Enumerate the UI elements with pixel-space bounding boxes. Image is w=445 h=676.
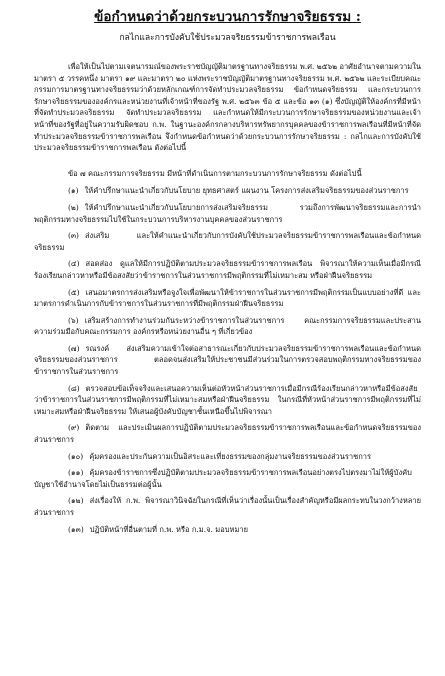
list-item-number: (๓): [68, 231, 79, 241]
list-item: [34, 451, 421, 463]
list-item-text: รณรงค์ ส่งเสริมความเข้าใจต่อสาธารณะเกี่ยวกับประมวลจริยธรรมข้าราชการพลเรือนและข้อกำหนดจริยธรรมของส่วนราชการ ตลอดจนส่งเสริมให้ประชาชนมีส่วนร่วมในการตรวจสอบพฤติกรรมทางจริยธรรมของข้าราชการในส่วนราชการ: [34, 343, 421, 377]
list-item: [34, 343, 421, 378]
list-item: [34, 524, 421, 536]
duties-list: [34, 185, 421, 535]
list-item-text: ตรวจสอบข้อเท็จจริงและเสนอความเห็นต่อหัวหน้าส่วนราชการเมื่อมีกรณีร้องเรียนกล่าวหาหรือมีข้อสงสัยว่าข้าราชการในส่วนราชการมีพฤติกรรมที่ไม่เหมาะสมหรือฝ่าฝืนจริยธรรม ในกรณีที่หัวหน้าส่วนราชการมีพฤติกรรมที่ไม่เหมาะสมหรือฝ่าฝืนจริยธรรม ให้เสนอผู้บังคับบัญชาชั้นเหนือขึ้นไปพิจารณา: [34, 383, 421, 416]
list-item-number: (๕): [68, 287, 80, 297]
preamble-paragraph: เพื่อให้เป็นไปตามเจตนารมณ์ของพระราชบัญญัติมาตรฐานทางจริยธรรม พ.ศ. ๒๕๖๒ อาศัยอำนาจตามความในมาตรา ๕ วรรคหนึ่ง มาตรา ๑๙ และมาตรา ๒๐ แห่งพระราชบัญญัติมาตรฐานทางจริยธรรม พ.ศ. ๒๕๖๒ และระเบียบคณะกรรมการมาตรฐานทางจริยธรรมว่าด้วยหลักเกณฑ์การจัดทำประมวลจริยธรรม ข้อกำหนดจริยธรรม และกระบวนการรักษาจริยธรรมขององค์กรและหน่วยงานที่เจ้าหน้าที่ของรัฐ พ.ศ. ๒๕๖๓ ข้อ ๕ และข้อ ๑๓ (๑) ซึ่งบัญญัติให้องค์กรที่มีหน้าที่จัดทำประมวลจริยธรรม จัดทำประมวลจริยธรรม และกำหนดให้มีกระบวนการรักษาจริยธรรมของหน่วยงานและเจ้าหน้าที่ของรัฐที่อยู่ในความรับผิดชอบ ก.พ. ในฐานะองค์กรกลางบริหารทรัพยากรบุคคลของข้าราชการพลเรือนที่มีหน้าที่จัดทำประมวลจริยธรรมข้าราชการพลเรือน จึงกำหนดข้อกำหนดว่าด้วยกระบวนการรักษาจริยธรรม : กลไกและการบังคับใช้ประมวลจริยธรรมข้าราชการพลเรือน ดังต่อไปนี้: [34, 62, 421, 153]
list-item-number: (๑๓): [68, 524, 84, 534]
list-item-number: (๑๑): [68, 468, 84, 478]
list-item: [34, 383, 421, 418]
list-item-text: คุ้มครองและประกันความเป็นอิสระและเที่ยงธรรมของกลุ่มงานจริยธรรมของส่วนราชการ: [89, 451, 371, 461]
list-item-text: ติดตาม และประเมินผลการปฏิบัติตามประมวลจริยธรรมข้าราชการพลเรือนและข้อกำหนดจริยธรรมของส่วนราชการ: [34, 423, 421, 445]
list-item: [34, 467, 421, 490]
list-item-number: (๑๒): [68, 496, 84, 506]
list-item-text: เสนอมาตรการส่งเสริมหรือจูงใจเพื่อพัฒนาให้ข้าราชการในส่วนราชการมีพฤติกรรมเป็นแบบอย่างที่ดี และมาตรการดำเนินการกับข้าราชการในส่วนราชการที่มีพฤติกรรมฝ่าฝืนจริยธรรม: [34, 287, 421, 309]
list-item: [34, 422, 421, 445]
document-subtitle: กลไกและการบังคับใช้ประมวลจริยธรรมข้าราชการพลเรือน: [119, 33, 336, 43]
list-item-text: คุ้มครองข้าราชการซึ่งปฏิบัติตามประมวลจริยธรรมข้าราชการพลเรือนอย่างตรงไปตรงมาไม่ให้ผู้บังคับบัญชาใช้อำนาจโดยไม่เป็นธรรมต่อผู้นั้น: [34, 468, 412, 489]
list-item-text: ส่งเรื่องให้ ก.พ. พิจารณาวินิจฉัยในกรณีที่เห็นว่าเรื่องนั้นเป็นเรื่องสำคัญหรือมีผลกระทบในวงกว้างหลายส่วนราชการ: [34, 496, 421, 517]
list-item-text: ให้คำปรึกษาแนะนำเกี่ยวกับนโยบายการส่งเสริมจริยธรรม รวมถึงการพัฒนาจริยธรรมและการนำพฤติกรรมทางจริยธรรมไปใช้ในกระบวนการบริหารงานบุคคลของส่วนราชการ: [34, 202, 421, 224]
list-item: [34, 315, 421, 338]
list-item: [34, 287, 421, 310]
list-item-text: ให้คำปรึกษาแนะนำเกี่ยวกับนโยบาย ยุทธศาสตร์ แผนงาน โครงการส่งเสริมจริยธรรมของส่วนราชการ: [84, 186, 409, 196]
list-item-number: (๑๐): [68, 451, 84, 461]
list-item-number: (๙): [68, 423, 80, 433]
section-lead-paragraph: ข้อ ๗ คณะกรรมการจริยธรรม มีหน้าที่ดำเนินการตามกระบวนการรักษาจริยธรรม ดังต่อไปนี้: [68, 168, 362, 178]
list-item-number: (๖): [68, 315, 79, 325]
list-item-text: สอดส่อง ดูแลให้มีการปฏิบัติตามประมวลจริยธรรมข้าราชการพลเรือน พิจารณาให้ความเห็นเมื่อมีกรณีร้องเรียนกล่าวหาหรือมีข้อสงสัยว่าข้าราชการในส่วนราชการมีพฤติกรรมที่ไม่เหมาะสม หรือฝ่าฝืนจริยธรรม: [34, 259, 421, 280]
list-item: [34, 202, 421, 225]
list-item-text: เสริมสร้างการทำงานร่วมกันระหว่างข้าราชการในส่วนราชการ คณะกรรมการจริยธรรมและประสานความร่วมมือกับคณะกรรมการ องค์กรหรือหน่วยงานอื่น ๆ ที่เกี่ยวข้อง: [34, 315, 421, 337]
list-item-number: (๗): [68, 343, 80, 353]
list-item-number: (๑): [68, 186, 79, 196]
list-item-number: (๒): [68, 202, 79, 212]
list-item-text: ปฏิบัติหน้าที่อื่นตามที่ ก.พ. หรือ ก.ม.จ. มอบหมาย: [89, 524, 249, 534]
list-item: [34, 258, 421, 281]
list-item-text: ส่งเสริม และให้คำแนะนำเกี่ยวกับการบังคับใช้ประมวลจริยธรรมข้าราชการพลเรือนและข้อกำหนดจริยธรรม: [34, 231, 421, 252]
list-item: [34, 230, 421, 253]
list-item-number: (๔): [68, 259, 80, 269]
list-item-number: (๘): [68, 383, 80, 393]
list-item: [34, 185, 421, 197]
list-item: [34, 495, 421, 518]
document-title: ข้อกำหนดว่าด้วยกระบวนการรักษาจริยธรรม :: [94, 9, 361, 25]
